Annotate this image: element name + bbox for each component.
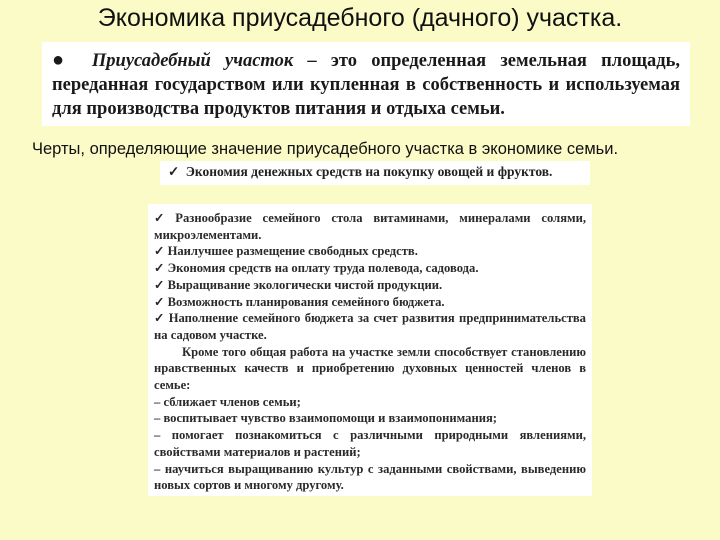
check-icon: ✓ — [154, 211, 173, 225]
check-icon: ✓ — [154, 261, 165, 276]
feature-item — [154, 310, 586, 343]
check-icon: ✓ — [168, 164, 180, 179]
first-feature-text: Экономия денежных средств на покупку овощей и фруктов. — [185, 164, 553, 179]
features-box — [148, 204, 592, 496]
feature-text: Возможность планирования семейного бюджета. — [167, 294, 445, 309]
dash-item: – воспитывает чувство взаимопомощи и взаимопонимания; — [154, 411, 497, 426]
bullet-icon: ● — [52, 49, 74, 71]
feature-text: Разнообразие семейного стола витаминами, минералами солями, микроэлементами. — [154, 211, 586, 242]
definition-text: – это определенная земельная площадь, переданная государством или купленная в собственность и используемая для производства продуктов питания и отдыха семьи. — [52, 51, 681, 119]
feature-text: Выращивание экологически чистой продукции. — [167, 277, 443, 292]
check-icon: ✓ — [154, 294, 165, 309]
feature-item — [154, 294, 586, 311]
check-icon: ✓ — [154, 277, 165, 292]
feature-text: Наполнение семейного бюджета за счет развития предпринимательства на садовом участке. — [154, 311, 586, 342]
slide-title: Экономика приусадебного (дачного) участка. — [97, 4, 623, 32]
features-caption: Черты, определяющие значение приусадебного участка в экономике семьи. — [32, 140, 619, 158]
check-icon: ✓ — [154, 244, 165, 259]
definition-term: Приусадебный участок — [91, 51, 294, 71]
check-icon: ✓ — [154, 311, 166, 326]
dash-item: – научиться выращиванию культур с заданными свойствами, выведению новых сортов и многому другому. — [154, 461, 586, 493]
feature-text: Наилучшее размещение свободных средств. — [167, 244, 418, 259]
feature-item — [154, 243, 586, 260]
definition-box — [42, 42, 690, 126]
dash-item: – сближает членов семьи; — [154, 394, 301, 409]
feature-item — [154, 260, 586, 277]
values-paragraph: Кроме того общая работа на участке земли способствует становлению нравственных качеств и приобретению духовных ценностей членов в семье: — [154, 344, 586, 393]
feature-text: Экономия средств на оплату труда полевода, садовода. — [167, 261, 479, 276]
first-feature-box — [160, 161, 590, 185]
feature-item — [154, 210, 586, 243]
feature-item — [154, 277, 586, 294]
dash-item: – помогает познакомиться с различными природными явлениями, свойствами материалов и растений; — [154, 428, 586, 459]
